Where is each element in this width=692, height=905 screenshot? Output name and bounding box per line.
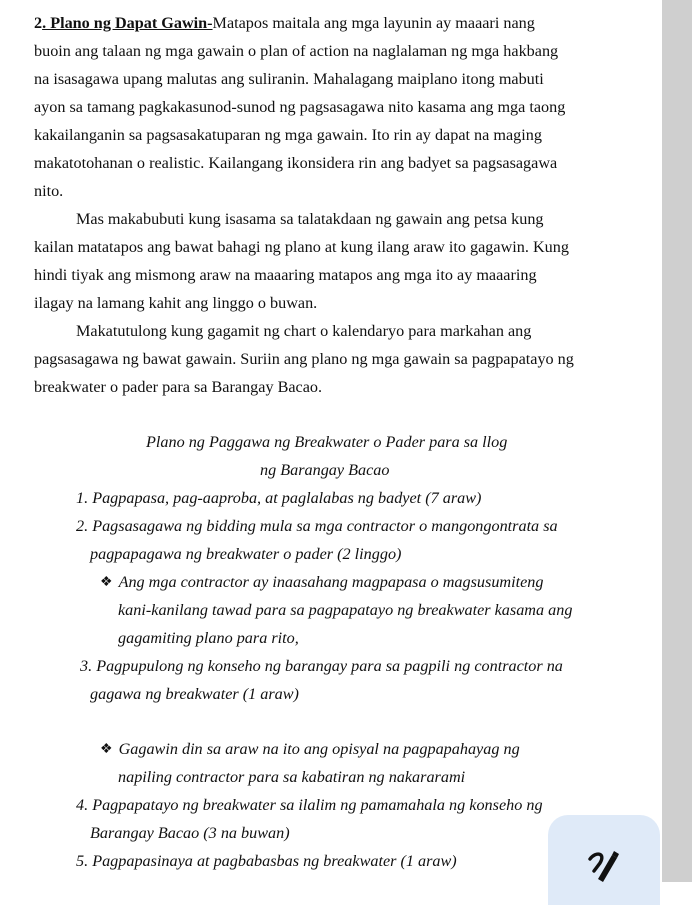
plan-item-3: 3. Pagpupulong ng konseho ng barangay para sa pagpili ng contractor na [80,657,563,675]
edit-button[interactable] [548,815,660,905]
plan-item-1: 1. Pagpapasa, pag-aaproba, at paglalabas ng badyet (7 araw) [76,489,482,507]
paragraph-line: ilagay na lamang kahit ang linggo o buwan. [34,294,318,312]
plan-bullet-line: napiling contractor para sa kabatiran ng nakararami [118,768,466,786]
paragraph-line: makatotohanan o realistic. Kailangang ikonsidera rin ang badyet sa pagsasagawa [34,154,558,172]
plan-bullet: ❖ Ang mga contractor ay inaasahang magpapasa o magsusumiteng [100,573,544,591]
paragraph-line: nito. [34,182,64,200]
plan-bullet-line: kani-kanilang tawad para sa pagpapatayo ng breakwater kasama ang [118,601,573,619]
section-number: 2 [34,14,43,32]
plan-title: Plano ng Paggawa ng Breakwater o Pader para sa llog [146,433,508,451]
plan-title: ng Barangay Bacao [260,461,390,479]
section-title: . Plano ng Dapat Gawin- [42,14,213,32]
paragraph-line: buoin ang talaan ng mga gawain o plan of action na naglalaman ng mga hakbang [34,42,559,60]
paragraph-line: Makatutulong kung gagamit ng chart o kalendaryo para markahan ang [76,322,532,340]
paragraph-line: Mas makabubuti kung isasama sa talatakdaan ng gawain ang petsa kung [76,210,544,228]
paragraph-line: hindi tiyak ang mismong araw na maaaring matapos ang mga ito ay maaaring [34,266,537,284]
paragraph-text: Matapos maitala ang mga layunin ay maaari nang [212,14,535,32]
diamond-bullet-icon: ❖ [100,742,113,757]
diamond-bullet-icon: ❖ [100,575,113,590]
paragraph-line: pagsasagawa ng bawat gawain. Suriin ang plano ng mga gawain sa pagpapatayo ng [34,350,574,368]
plan-item-4: 4. Pagpapatayo ng breakwater sa ilalim ng pamamahala ng konseho ng [76,796,543,814]
paragraph-line: ayon sa tamang pagkakasunod-sunod ng pagsasagawa nito kasama ang mga taong [34,98,566,116]
section-heading-line [34,13,535,33]
pencil-edit-icon [586,849,622,883]
plan-item-2: 2. Pagsasagawa ng bidding mula sa mga contractor o mangongontrata sa [76,517,558,535]
paragraph-line: kakailanganin sa pagsasakatuparan ng mga gawain. Ito rin ay dapat na maging [34,126,542,144]
plan-bullet: ❖ Gagawin din sa araw na ito ang opisyal na pagpapahayag ng [100,740,520,758]
side-panel [662,0,692,882]
paragraph-line: na isasagawa upang malutas ang suliranin. Mahalagang maiplano itong mabuti [34,70,544,88]
paragraph-line: kailan matatapos ang bawat bahagi ng plano at kung ilang araw ito gagawin. Kung [34,238,569,256]
plan-item-2: pagpapagawa ng breakwater o pader (2 linggo) [90,545,402,563]
plan-item-5: 5. Pagpapasinaya at pagbabasbas ng breakwater (1 araw) [76,852,457,870]
plan-item-4: Barangay Bacao (3 na buwan) [90,824,290,842]
plan-item-3: gagawa ng breakwater (1 araw) [90,685,299,703]
paragraph-line: breakwater o pader para sa Barangay Bacao. [34,378,323,396]
plan-bullet-line: gagamiting plano para rito, [118,629,299,647]
